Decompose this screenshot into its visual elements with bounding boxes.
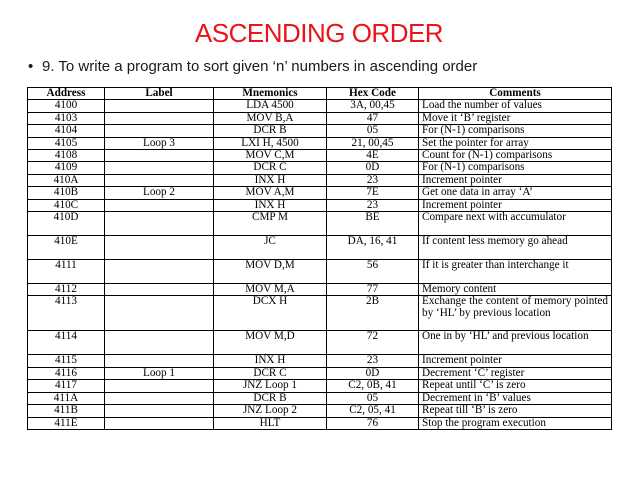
table-row <box>28 150 612 162</box>
label-cell <box>105 236 214 260</box>
hex-code-cell: BE <box>327 212 419 236</box>
table-row <box>28 405 612 417</box>
hex-code-cell: 23 <box>327 199 419 211</box>
mnemonic-cell: LDA 4500 <box>214 100 327 112</box>
comment-cell: Repeat till ‘B’ is zero <box>419 405 612 417</box>
hex-code-cell: DA, 16, 41 <box>327 236 419 260</box>
hex-code-cell: 3A, 00,45 <box>327 100 419 112</box>
mnemonic-cell: LXI H, 4500 <box>214 137 327 149</box>
bullet-item <box>28 58 477 75</box>
header-mnemonics: Mnemonics <box>214 88 327 100</box>
mnemonic-cell: HLT <box>214 417 327 429</box>
mnemonic-cell: INX H <box>214 199 327 211</box>
mnemonic-cell: MOV D,M <box>214 260 327 284</box>
address-cell: 4112 <box>28 284 105 296</box>
table-row <box>28 380 612 392</box>
address-cell: 4109 <box>28 162 105 174</box>
mnemonic-cell: JNZ Loop 1 <box>214 380 327 392</box>
label-cell: Loop 3 <box>105 137 214 149</box>
label-cell <box>105 125 214 137</box>
table-row <box>28 260 612 284</box>
mnemonic-cell: CMP M <box>214 212 327 236</box>
program-table <box>27 87 612 430</box>
address-cell: 411E <box>28 417 105 429</box>
address-cell: 4100 <box>28 100 105 112</box>
label-cell: Loop 1 <box>105 367 214 379</box>
bullet-text: 9. To write a program to sort given ‘n’ numbers in ascending order <box>42 58 478 75</box>
address-cell: 4116 <box>28 367 105 379</box>
hex-code-cell: 0D <box>327 367 419 379</box>
address-cell: 410C <box>28 199 105 211</box>
address-cell: 4113 <box>28 296 105 331</box>
comment-cell: Increment pointer <box>419 355 612 367</box>
label-cell <box>105 296 214 331</box>
comment-cell: Compare next with accumulator <box>419 212 612 236</box>
hex-code-cell: 05 <box>327 125 419 137</box>
mnemonic-cell: MOV C,M <box>214 150 327 162</box>
table-row <box>28 367 612 379</box>
mnemonic-cell: INX H <box>214 174 327 186</box>
hex-code-cell: 56 <box>327 260 419 284</box>
table-row <box>28 112 612 124</box>
label-cell <box>105 100 214 112</box>
address-cell: 4115 <box>28 355 105 367</box>
table-row <box>28 236 612 260</box>
address-cell: 4117 <box>28 380 105 392</box>
table-row <box>28 331 612 355</box>
address-cell: 4105 <box>28 137 105 149</box>
table-row <box>28 100 612 112</box>
comment-cell: Set the pointer for array <box>419 137 612 149</box>
hex-code-cell: 76 <box>327 417 419 429</box>
mnemonic-cell: MOV M,A <box>214 284 327 296</box>
address-cell: 410D <box>28 212 105 236</box>
comment-cell: If content less memory go ahead <box>419 236 612 260</box>
mnemonic-cell: JC <box>214 236 327 260</box>
hex-code-cell: 2B <box>327 296 419 331</box>
address-cell: 4111 <box>28 260 105 284</box>
table-row <box>28 137 612 149</box>
comment-cell: Exchange the content of memory pointed by ‘HL’ by previous location <box>419 296 612 331</box>
table-row <box>28 392 612 404</box>
address-cell: 411B <box>28 405 105 417</box>
header-comments: Comments <box>419 88 612 100</box>
comment-cell: One in by ‘HL’ and previous location <box>419 331 612 355</box>
comment-cell: Get one data in array ‘A’ <box>419 187 612 199</box>
comment-cell: Repeat until ‘C’ is zero <box>419 380 612 392</box>
header-address: Address <box>28 88 105 100</box>
bullet-dot: • <box>28 58 34 75</box>
address-cell: 4103 <box>28 112 105 124</box>
comment-cell: Decrement ‘C’ register <box>419 367 612 379</box>
address-cell: 410A <box>28 174 105 186</box>
comment-cell: For (N-1) comparisons <box>419 125 612 137</box>
table-row <box>28 212 612 236</box>
comment-cell: Move it ‘B’ register <box>419 112 612 124</box>
comment-cell: If it is greater than interchange it <box>419 260 612 284</box>
table-row <box>28 174 612 186</box>
table-row <box>28 162 612 174</box>
label-cell <box>105 380 214 392</box>
label-cell: Loop 2 <box>105 187 214 199</box>
mnemonic-cell: DCR B <box>214 392 327 404</box>
mnemonic-cell: MOV M,D <box>214 331 327 355</box>
address-cell: 4104 <box>28 125 105 137</box>
table-header-row <box>28 88 612 100</box>
address-cell: 4114 <box>28 331 105 355</box>
table-row <box>28 355 612 367</box>
hex-code-cell: 23 <box>327 355 419 367</box>
mnemonic-cell: INX H <box>214 355 327 367</box>
hex-code-cell: C2, 05, 41 <box>327 405 419 417</box>
label-cell <box>105 355 214 367</box>
table-row <box>28 199 612 211</box>
table-row <box>28 296 612 331</box>
table-row <box>28 125 612 137</box>
slide-title: ASCENDING ORDER <box>194 18 444 48</box>
header-label: Label <box>105 88 214 100</box>
mnemonic-cell: DCX H <box>214 296 327 331</box>
label-cell <box>105 284 214 296</box>
label-cell <box>105 417 214 429</box>
comment-cell: Count for (N-1) comparisons <box>419 150 612 162</box>
comment-cell: For (N-1) comparisons <box>419 162 612 174</box>
comment-cell: Stop the program execution <box>419 417 612 429</box>
table-row <box>28 417 612 429</box>
hex-code-cell: 7E <box>327 187 419 199</box>
label-cell <box>105 392 214 404</box>
comment-cell: Decrement in ‘B’ values <box>419 392 612 404</box>
hex-code-cell: 21, 00,45 <box>327 137 419 149</box>
address-cell: 4108 <box>28 150 105 162</box>
label-cell <box>105 174 214 186</box>
hex-code-cell: 77 <box>327 284 419 296</box>
table-body <box>28 100 612 430</box>
mnemonic-cell: JNZ Loop 2 <box>214 405 327 417</box>
comment-cell: Increment pointer <box>419 174 612 186</box>
table-row <box>28 187 612 199</box>
hex-code-cell: C2, 0B, 41 <box>327 380 419 392</box>
hex-code-cell: 23 <box>327 174 419 186</box>
mnemonic-cell: DCR B <box>214 125 327 137</box>
label-cell <box>105 260 214 284</box>
header-hex-code: Hex Code <box>327 88 419 100</box>
label-cell <box>105 150 214 162</box>
comment-cell: Load the number of values <box>419 100 612 112</box>
comment-cell: Memory content <box>419 284 612 296</box>
table-row <box>28 284 612 296</box>
mnemonic-cell: DCR C <box>214 162 327 174</box>
comment-cell: Increment pointer <box>419 199 612 211</box>
address-cell: 410E <box>28 236 105 260</box>
label-cell <box>105 112 214 124</box>
hex-code-cell: 72 <box>327 331 419 355</box>
hex-code-cell: 47 <box>327 112 419 124</box>
mnemonic-cell: MOV A,M <box>214 187 327 199</box>
label-cell <box>105 331 214 355</box>
hex-code-cell: 05 <box>327 392 419 404</box>
hex-code-cell: 4E <box>327 150 419 162</box>
hex-code-cell: 0D <box>327 162 419 174</box>
mnemonic-cell: MOV B,A <box>214 112 327 124</box>
label-cell <box>105 199 214 211</box>
label-cell <box>105 162 214 174</box>
label-cell <box>105 212 214 236</box>
address-cell: 411A <box>28 392 105 404</box>
label-cell <box>105 405 214 417</box>
mnemonic-cell: DCR C <box>214 367 327 379</box>
address-cell: 410B <box>28 187 105 199</box>
